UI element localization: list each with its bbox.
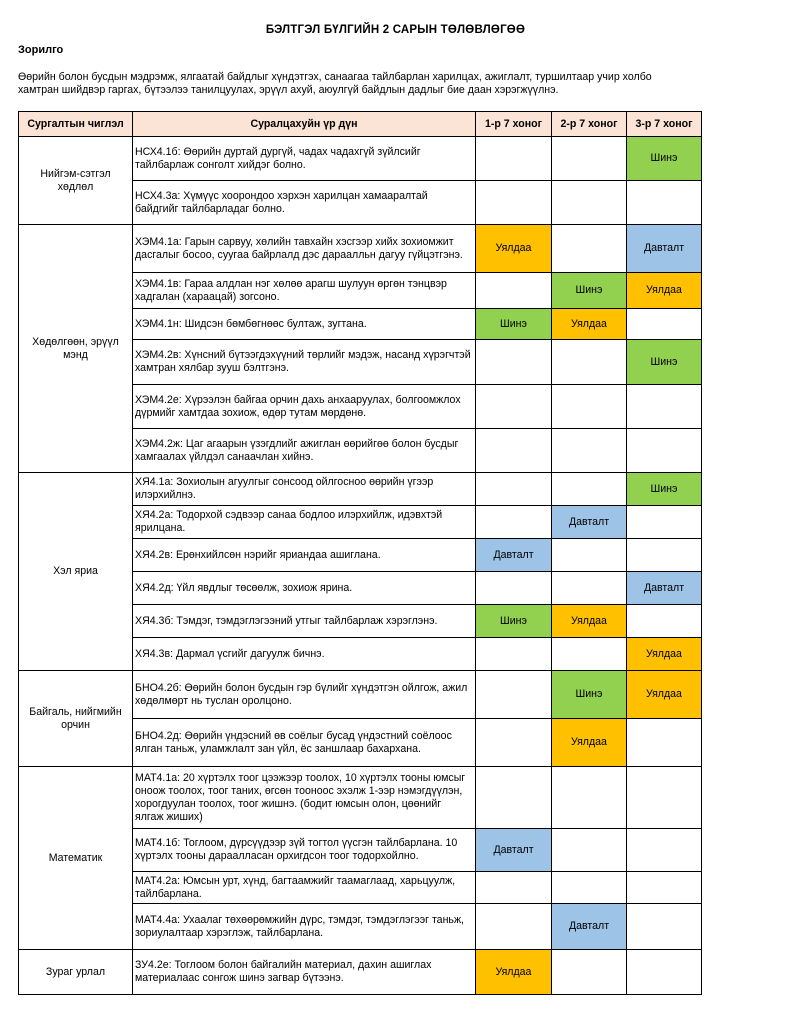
week-1-cell: Уялдаа <box>476 950 552 995</box>
week-1-cell <box>476 181 552 225</box>
week-1-cell <box>476 137 552 181</box>
outcome-cell: ХЯ4.3в: Дармал үсгийг дагуулж бичнэ. <box>133 638 476 671</box>
week-1-cell <box>476 506 552 539</box>
header-week-1: 1-р 7 хоног <box>476 112 552 137</box>
outcome-cell: ХЭМ4.2е: Хүрээлэн байгаа орчин дахь анхааруулах, болгоомжлох дүрмийг хамтдаа зохиож, өдөр тутам мөрдөнө. <box>133 385 476 429</box>
week-3-cell <box>627 605 702 638</box>
table-row <box>19 137 702 181</box>
week-2-cell <box>552 872 627 904</box>
week-2-cell <box>552 539 627 572</box>
week-2-cell: Уялдаа <box>552 719 627 767</box>
outcome-cell: ХЯ4.1а: Зохиолын агуулгыг сонсоод ойлгосноо өөрийн үгээр илэрхийлнэ. <box>133 473 476 506</box>
week-3-cell <box>627 719 702 767</box>
week-1-cell <box>476 273 552 309</box>
week-3-cell: Уялдаа <box>627 273 702 309</box>
outcome-cell: НСХ4.3а: Хүмүүс хоорондоо хэрхэн харилцан хамааралтай байдгийг тайлбарладаг болно. <box>133 181 476 225</box>
week-2-cell <box>552 181 627 225</box>
outcome-cell: ХЯ4.3б: Тэмдэг, тэмдэглэгээний утгыг тайлбарлаж хэрэглэнэ. <box>133 605 476 638</box>
header-week-3: 3-р 7 хоног <box>627 112 702 137</box>
week-2-cell <box>552 473 627 506</box>
week-2-cell <box>552 429 627 473</box>
document-title: БЭЛТГЭЛ БҮЛГИЙН 2 САРЫН ТӨЛӨВЛӨГӨӨ <box>265 24 526 36</box>
area-cell: Хөдөлгөөн, эрүүл мэнд <box>19 225 133 473</box>
week-3-cell <box>627 872 702 904</box>
week-2-cell <box>552 767 627 829</box>
week-2-cell <box>552 385 627 429</box>
outcome-cell: НСХ4.1б: Өөрийн дуртай дургүй, чадах чадахгүй зүйлсийг тайлбарлаж сонголт хийдэг болно. <box>133 137 476 181</box>
outcome-cell: ХЯ4.2а: Тодорхой сэдвээр санаа бодлоо илэрхийлж, идэвхтэй ярилцана. <box>133 506 476 539</box>
goal-text <box>18 71 702 97</box>
week-3-cell: Шинэ <box>627 473 702 506</box>
week-2-cell <box>552 572 627 605</box>
goal-line: Өөрийн болон бусдын мэдрэмж, ялгаатай байдлыг хүндэтгэх, санаагаа тайлбарлан харилцах, ажиглалт, туршилтаар учир холбо <box>18 71 652 83</box>
outcome-cell: ХЭМ4.1в: Гараа алдлан нэг хөлөө арагш шулуун өргөн тэнцвэр хадгалан (хараацай) зогсоно. <box>133 273 476 309</box>
week-2-cell: Давталт <box>552 904 627 950</box>
week-1-cell <box>476 572 552 605</box>
week-1-cell <box>476 904 552 950</box>
outcome-cell: ХЯ4.2в: Ерөнхийлсөн нэрийг яриандаа ашиглана. <box>133 539 476 572</box>
header-row <box>19 112 702 137</box>
plan-table <box>18 111 702 995</box>
outcome-cell: МАТ4.4а: Ухаалаг төхөөрөмжийн дүрс, тэмдэг, тэмдэглэгээг таньж, зориулалтаар хэрэглэж, тайлбарлана. <box>133 904 476 950</box>
week-2-cell <box>552 950 627 995</box>
week-1-cell: Уялдаа <box>476 225 552 273</box>
week-2-cell <box>552 225 627 273</box>
week-3-cell <box>627 829 702 872</box>
header-week-2: 2-р 7 хоног <box>552 112 627 137</box>
week-3-cell <box>627 950 702 995</box>
week-1-cell: Давталт <box>476 829 552 872</box>
outcome-cell: ХЭМ4.1а: Гарын сарвуу, хөлийн тавхайн хэсгээр хийх зохиомжит дасгалыг босоо, суугаа байрлалд дэс дараалльн дагуу гүйцэтгэнэ. <box>133 225 476 273</box>
week-1-cell <box>476 638 552 671</box>
week-1-cell: Шинэ <box>476 605 552 638</box>
week-2-cell <box>552 638 627 671</box>
week-3-cell: Давталт <box>627 572 702 605</box>
outcome-cell: МАТ4.2а: Юмсын урт, хүнд, багтаамжийг таамаглаад, харьцуулж, тайлбарлана. <box>133 872 476 904</box>
week-1-cell: Давталт <box>476 539 552 572</box>
area-cell: Нийгэм-сэтгэл хөдлөл <box>19 137 133 225</box>
outcome-cell: ХЭМ4.2в: Хүнсний бүтээгдэхүүний төрлийг мэдэж, насанд хүрэгчтэй хамтран хялбар зууш бэлтгэнэ. <box>133 340 476 385</box>
week-1-cell <box>476 719 552 767</box>
area-cell: Хэл яриа <box>19 473 133 671</box>
week-3-cell: Уялдаа <box>627 638 702 671</box>
outcome-cell: БНО4.2б: Өөрийн болон бусдын гэр бүлийг хүндэтгэн ойлгож, ажил хөдөлмөрт нь туслан оролцоно. <box>133 671 476 719</box>
week-3-cell: Шинэ <box>627 137 702 181</box>
week-1-cell: Шинэ <box>476 309 552 340</box>
week-1-cell <box>476 340 552 385</box>
week-3-cell <box>627 309 702 340</box>
week-2-cell: Давталт <box>552 506 627 539</box>
outcome-cell: БНО4.2д: Өөрийн үндэсний өв соёлыг бусад үндэстний соёлоос ялган таньж, уламжлалт зан үйл, ёс заншлаар бахархана. <box>133 719 476 767</box>
header-outcome: Суралцахуйн үр дүн <box>133 112 476 137</box>
outcome-cell: ХЭМ4.1н: Шидсэн бөмбөгнөөс бултаж, зугтана. <box>133 309 476 340</box>
week-3-cell: Шинэ <box>627 340 702 385</box>
week-3-cell <box>627 385 702 429</box>
week-2-cell: Уялдаа <box>552 605 627 638</box>
header-area: Сургалтын чиглэл <box>19 112 133 137</box>
week-1-cell <box>476 767 552 829</box>
area-cell: Математик <box>19 767 133 950</box>
week-2-cell <box>552 340 627 385</box>
goal-heading: Зорилго <box>18 44 64 56</box>
outcome-cell: ЗУ4.2е: Тоглоом болон байгалийн материал, дахин ашиглах материалаас сонгож шинэ загвар бүтээнэ. <box>133 950 476 995</box>
outcome-cell: МАТ4.1б: Тоглоом, дүрсүүдээр зүй тогтол үүсгэн тайлбарлана. 10 хүртэлх тооны дараалласан орхигдсон тоог тодорхойлно. <box>133 829 476 872</box>
week-2-cell <box>552 137 627 181</box>
table-row <box>19 473 702 506</box>
week-3-cell <box>627 904 702 950</box>
table-row <box>19 225 702 273</box>
week-3-cell: Уялдаа <box>627 671 702 719</box>
outcome-cell: ХЭМ4.2ж: Цаг агаарын үзэгдлийг ажиглан өөрийгөө болон бусдыг хамгаалах үйлдэл санаачлан хийнэ. <box>133 429 476 473</box>
week-2-cell: Шинэ <box>552 273 627 309</box>
goal-line: хамтран шийдвэр гаргах, бүтээлээ танилцуулах, эрүүл ахуй, аюулгүй байдлын дадлыг бие даан хэрэгжүүлнэ. <box>18 84 559 96</box>
week-1-cell <box>476 429 552 473</box>
week-2-cell: Уялдаа <box>552 309 627 340</box>
week-1-cell <box>476 385 552 429</box>
area-cell: Байгаль, нийгмийн орчин <box>19 671 133 767</box>
week-3-cell <box>627 181 702 225</box>
week-1-cell <box>476 671 552 719</box>
table-row <box>19 767 702 829</box>
area-cell: Зураг урлал <box>19 950 133 995</box>
week-3-cell <box>627 539 702 572</box>
week-3-cell <box>627 767 702 829</box>
week-2-cell <box>552 829 627 872</box>
week-1-cell <box>476 872 552 904</box>
week-3-cell <box>627 506 702 539</box>
week-3-cell: Давталт <box>627 225 702 273</box>
week-2-cell: Шинэ <box>552 671 627 719</box>
week-3-cell <box>627 429 702 473</box>
outcome-cell: МАТ4.1а: 20 хүртэлх тоог цээжээр тоолох, 10 хүртэлх тооны юмсыг оноож тоолох, тоог таних, өгсөн тооноос эхэлж 1-ээр нэмэгдүүлэн, хорогдуулан тоолох, тоог жишнэ. (бодит юмсын олон, цөөнийг ялгаж жиших) <box>133 767 476 829</box>
outcome-cell: ХЯ4.2д: Үйл явдлыг төсөөлж, зохиож ярина. <box>133 572 476 605</box>
table-row <box>19 950 702 995</box>
week-1-cell <box>476 473 552 506</box>
plan-body <box>19 137 702 995</box>
table-row <box>19 671 702 719</box>
